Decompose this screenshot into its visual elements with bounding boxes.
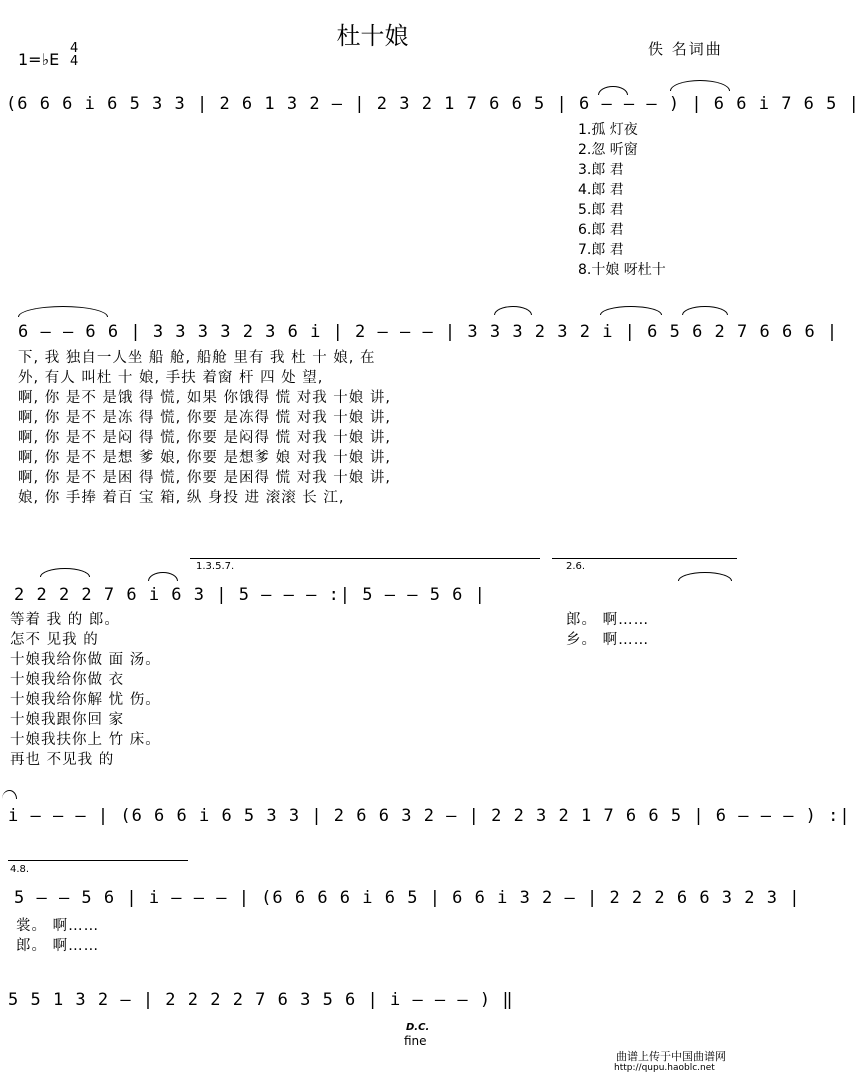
lyric-line-7: 十娘我扶你上 竹 床。	[10, 732, 161, 748]
verse-start-8: 8.十娘 呀杜十	[578, 262, 666, 278]
lyric-line-5: 十娘我给你解 忧 伤。	[10, 692, 161, 708]
lyric-line-6: 啊, 你 是不 是想 爹 娘, 你要 是想爹 娘 对我 十娘 讲,	[18, 450, 392, 466]
volta-2-lyric-1: 郎。 啊……	[566, 612, 650, 628]
volta-bracket-3	[8, 860, 188, 861]
verse-start-5: 5.郎 君	[578, 202, 624, 218]
system-5-notes: 5 – – 5 6 | i – – – | (6 6 6 6 i 6 5 | 6 6 i 3 2 – | 2 2 2 6 6 3 2 3 |	[14, 888, 801, 908]
lyric-line-4: 十娘我给你做 衣	[10, 672, 125, 688]
lyric-line-4: 啊, 你 是不 是冻 得 慌, 你要 是冻得 慌 对我 十娘 讲,	[18, 410, 392, 426]
volta-2-label: 2.6.	[566, 561, 586, 572]
system-5-lyrics	[16, 916, 99, 956]
lyric-line-2: 外, 有人 叫杜 十 娘, 手扶 着窗 杆 四 处 望,	[18, 370, 324, 386]
fine-marking: fine	[404, 1034, 427, 1048]
volta-bracket-2	[552, 558, 737, 559]
verse-start-2: 2.忽 听窗	[578, 142, 638, 158]
verse-start-3: 3.郎 君	[578, 162, 624, 178]
volta-2-lyrics	[566, 610, 649, 650]
meter-top: 4	[70, 41, 79, 56]
slur-mark	[682, 306, 728, 315]
footer-source-text: 曲谱上传于中国曲谱网	[616, 1050, 726, 1063]
slur-mark	[670, 80, 730, 91]
volta-2-lyric-2: 乡。 啊……	[566, 632, 650, 648]
verse-start-4: 4.郎 君	[578, 182, 624, 198]
slur-mark	[598, 86, 628, 95]
slur-mark	[18, 306, 108, 317]
volta-1-label: 1.3.5.7.	[196, 561, 235, 572]
system-1-verses	[578, 120, 666, 280]
lyric-line-6: 十娘我跟你回 家	[10, 712, 125, 728]
lyric-line-2: 郎。 啊……	[16, 938, 100, 954]
author-credit: 佚 名词曲	[648, 40, 723, 58]
system-3-lyrics	[10, 610, 161, 770]
song-title: 杜十娘	[336, 22, 409, 50]
slur-mark	[40, 568, 90, 577]
verse-start-1: 1.孤 灯夜	[578, 122, 638, 138]
lyric-line-5: 啊, 你 是不 是闷 得 慌, 你要 是闷得 慌 对我 十娘 讲,	[18, 430, 392, 446]
volta-3-label: 4.8.	[10, 864, 30, 875]
meter-bottom: 4	[70, 54, 79, 69]
lyric-line-8: 娘, 你 手捧 着百 宝 箱, 纵 身投 进 滚滚 长 江,	[18, 490, 345, 506]
dc-marking: D.C.	[406, 1022, 430, 1033]
lyric-line-3: 啊, 你 是不 是饿 得 慌, 如果 你饿得 慌 对我 十娘 讲,	[18, 390, 392, 406]
time-signature	[70, 42, 78, 68]
lyric-line-1: 等着 我 的 郎。	[10, 612, 120, 628]
slur-mark	[600, 306, 662, 315]
lyric-line-2: 怎不 见我 的	[10, 632, 99, 648]
slur-mark	[148, 572, 178, 581]
verse-start-7: 7.郎 君	[578, 242, 624, 258]
slur-mark	[494, 306, 532, 315]
lyric-line-8: 再也 不见我 的	[10, 752, 115, 768]
system-4-notes: i – – – | (6 6 6 i 6 5 3 3 | 2 6 6 3 2 – | 2 2 3 2 1 7 6 6 5 | 6 – – – ) :|	[8, 806, 851, 826]
system-2-lyrics	[18, 348, 391, 508]
volta-bracket-1	[190, 558, 540, 559]
system-6-notes: 5 5 1 3 2 – | 2 2 2 2 7 6 3 5 6 | i – – – ) ‖	[8, 990, 514, 1010]
slur-mark	[678, 572, 732, 581]
lyric-line-1: 下, 我 独自一人坐 船 舱, 船舱 里有 我 杜 十 娘, 在	[18, 350, 376, 366]
lyric-line-7: 啊, 你 是不 是困 得 慌, 你要 是困得 慌 对我 十娘 讲,	[18, 470, 392, 486]
tie-mark	[2, 790, 17, 799]
key-signature: 1=♭E	[18, 50, 60, 69]
system-2-notes: 6 – – 6 6 | 3 3 3 3 2 3 6 i | 2 – – – | 3 3 3 2 3 2 i | 6 5 6 2 7 6 6 6 |	[18, 322, 839, 342]
system-3-notes: 2 2 2 2 7 6 i 6 3 | 5 – – – :| 5 – – 5 6 |	[14, 585, 486, 605]
verse-start-6: 6.郎 君	[578, 222, 624, 238]
lyric-line-3: 十娘我给你做 面 汤。	[10, 652, 161, 668]
footer-url: http://qupu.haoblc.net	[614, 1063, 715, 1073]
system-1-notes: (6 6 6 i 6 5 3 3 | 2 6 1 3 2 – | 2 3 2 1 7 6 6 5 | 6 – – – ) | 6 6 i 7 6 5 |	[6, 94, 860, 114]
lyric-line-1: 裳。 啊……	[16, 918, 100, 934]
